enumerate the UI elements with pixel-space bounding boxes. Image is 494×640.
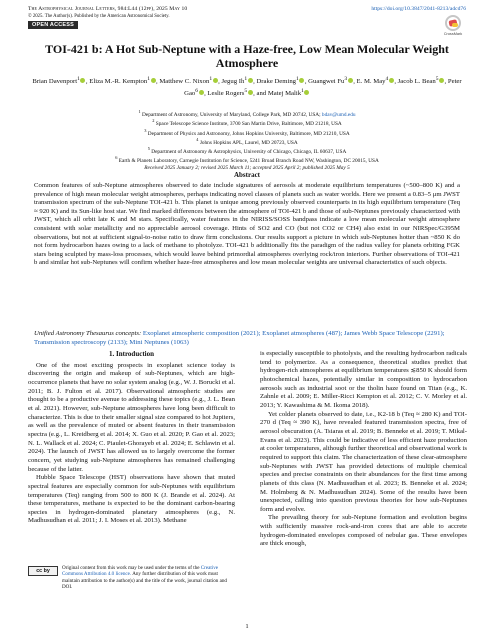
affiliation-line: $^5$ Department of Astronomy & Astrophysics, University of Chicago, Chicago, IL 60637, USA [147, 146, 347, 155]
author-name: Brian Davenport [32, 78, 78, 86]
author-name: Drake Deming [256, 78, 297, 86]
email-link[interactable]: bdav@umd.edu [321, 111, 356, 118]
paragraph: The prevailing theory for sub-Neptune formation and evolution begins with sufficiently massive rock-and-iron cores that are able to accrete hydrogen-dominated envelopes composed of nebular gas. These envelopes are thick enough, [260, 514, 467, 548]
affiliation-mark: 3 [344, 76, 348, 82]
author-name: Eliza M.-R. Kempton [89, 78, 148, 86]
affiliation-mark: 6 [195, 88, 199, 95]
author-name: Guangwei Fu [308, 78, 345, 86]
journal-citation: The Astrophysical Journal Letters, 984:L44 (12pp), 2025 May 10 [28, 6, 188, 12]
paper-title: TOI-421 b: A Hot Sub-Neptune with a Haze-free, Low Mean Molecular Weight Atmosphere [45, 42, 449, 70]
affiliation-mark: 5 [435, 76, 439, 82]
crossmark-icon [445, 15, 461, 31]
keyword-link[interactable]: Exoplanet atmospheres (487); [262, 330, 343, 337]
license-link[interactable]: Creative Commons Attribution 4.0 licence. [62, 565, 219, 578]
right-column [260, 350, 467, 549]
abstract-text: Common features of sub-Neptune atmospheres observed to date include signatures of aerosols at moderate equilibrium temperatures (~500–800 K) and a prevalence of high mean molecular weight atmospheres, perhaps indicating novel classes of planets such as water worlds. Here we present a 0.83–5 μm JWST transmission spectrum of the sub-Neptune TOI-421 b. This planet is unique among previously observed counterparts in its high equilibrium temperature (Teq ≈ 920 K) and its Sun-like host star. We find marked differences between the atmosphere of TOI-421 b and those of sub-Neptunes previously characterized with JWST, which all orbit late K and M stars. Specifically, water features in the NIRISS/SOSS bandpass indicate a low mean molecular weight atmosphere consistent with solar metallicity and no appreciable aerosol coverage. Hints of SO2 and CO (but not CO2 or CH4) also exist in our NIRSpec/G395M observations, but not at sufficient signal-to-noise ratio to draw firm conclusions. Our results support a picture in which sub-Neptunes hotter than ~850 K do not form hydrocarbon hazes owing to a lack of methane to photolyze. TOI-421 b additionally fits the paradigm of the radius valley for planets orbiting FGK stars being sculpted by mass-loss processes, which would leave behind primordial atmospheres overlying rock/iron interiors. Further observations of TOI-421 b and similar hot sub-Neptunes will confirm whether haze-free atmospheres and low mean molecular weights are universal characteristics of such objects. [34, 182, 460, 267]
affiliation-line: $^2$ Space Telescope Science Institute, 3700 San Martin Drive, Baltimore, MD 21218, USA [152, 118, 342, 128]
orcid-icon[interactable] [151, 78, 156, 83]
affiliation-mark: 5 [244, 88, 248, 95]
paragraph: One of the most exciting prospects in exoplanet science today is discovering the origin and makeup of sub-Neptunes, which are high-occurrence planets that have no solar system analog (e.g., W. J. Borucki et al. 2011; B. J. Fulton et al. 2017). Observational atmospheric studies are thought to be a productive avenue to addressing these topics (e.g., J. L. Bean et al. 2021). However, sub-Neptune atmospheres have long been difficult to characterize. This is due to their smaller signal size compared to hot Jupiters, as well as the prevalence of muted or absent features in their transmission spectra (e.g., L. Kreidberg et al. 2014; X. Guo et al. 2020; P. Gao et al. 2023; N. L. Wallack et al. 2024; C. Piaulet-Ghorayeb et al. 2024; E. Schlawin et al. 2024). The launch of JWST has allowed us to largely overcome the former concern, yet studying sub-Neptune atmospheres has remained challenging because of the latter. [28, 361, 235, 473]
orcid-icon[interactable] [248, 78, 253, 83]
paragraph: Yet colder planets observed to date, i.e., K2-18 b (Teq ≈ 280 K) and TOI-270 d (Teq ≈ 390 K), have revealed featured transmission spectra, free of aerosol obscuration (A. Tsiaras et al. 2019; B. Benneke et al. 2019; T. Mikal-Evans et al. 2023). This could be indicative of less efficient haze production at cooler temperatures, although further theoretical and observational work is required to support this claim. The characterization of these clear-atmosphere sub-Neptunes with JWST has provided detections of multiple chemical species and precise constraints on their abundances for the first time among planets of this class (N. Madhusudhan et al. 2023; B. Benneke et al. 2024; M. Holmberg & N. Madhusudhan 2024). Some of the results have been unexpected, calling into question previous theories for how sub-Neptunes form and evolve. [260, 410, 467, 513]
orcid-icon[interactable] [439, 78, 444, 83]
affiliation-line: $^3$ Department of Physics and Astronomy, Johns Hopkins University, Baltimore, MD 21210, USA [144, 127, 350, 137]
orcid-icon[interactable] [304, 90, 309, 95]
cc-by-icon[interactable]: cc by [28, 566, 58, 576]
left-column [28, 350, 235, 526]
affiliation-mark: 4 [385, 76, 389, 82]
author-name: Peter Gao [184, 78, 462, 98]
author-name: Matthew C. Nixon [159, 78, 210, 86]
orcid-icon[interactable] [248, 90, 253, 95]
license-text: Original content from this work may be used under the terms of the Creative Commons Attribution 4.0 licence. Any further distribution of this work must maintain attribution to the author(s) and the title of the work, journal citation and DOI. [62, 565, 227, 590]
orcid-icon[interactable] [199, 90, 204, 95]
affiliation-mark: 1 [296, 76, 299, 82]
page-number: 1 [245, 623, 249, 630]
crossmark-button[interactable] [442, 15, 464, 36]
abstract-heading: Abstract [233, 171, 261, 179]
keywords-label: Unified Astronomy Thesaurus concepts: [34, 330, 142, 337]
keyword-link[interactable]: Exoplanet atmospheric composition (2021); [142, 330, 261, 337]
affiliation-line: $^1$ Department of Astronomy, University of Maryland, College Park, MD 20742, USA; bdav@umd.edu [138, 109, 356, 118]
affiliation-line: $^6$ Earth & Planets Laboratory, Carnegie Institution for Science, 5241 Broad Branch Road NW, Washington, DC 20015, USA [115, 155, 379, 165]
author-name: and Matej Malik [256, 90, 302, 98]
keyword-link[interactable]: Mini Neptunes (1063) [129, 338, 189, 346]
doi-link[interactable]: https://doi.org/10.3847/2041-8213/adcd76 [371, 6, 466, 12]
affiliation-mark: 1 [301, 88, 304, 95]
orcid-icon[interactable] [80, 78, 85, 83]
affiliation-mark: 1 [244, 76, 248, 82]
affiliation-mark: 1 [147, 76, 151, 82]
affiliations [30, 109, 464, 171]
affiliation-mark: 1 [209, 76, 213, 82]
journal-header [28, 6, 466, 20]
orcid-icon[interactable] [299, 78, 304, 83]
license-notice [28, 565, 235, 590]
affiliation-mark: 1 [77, 76, 80, 82]
author-name: Jegug Ih [221, 78, 245, 86]
author-name: Leslie Rogers [207, 90, 245, 98]
paragraph: is especially susceptible to photolysis, and the resulting hydrocarbon radicals tend to polymerize. As a consequence, theoretical studies predict that hydrogen-rich atmospheres at equilibrium temperatures ≲850 K should form photochemical hazes, potentially similar in composition to hydrocarbon aerosols such as industrial soot or the tholin haze found on Titan (e.g., K. Zahnle et al. 2009; E. Miller-Ricci Kempton et al. 2012; C. V. Morley et al. 2013; Y. Kawashima & M. Ikoma 2018). [260, 350, 467, 409]
publication-dates: Received 2025 January 2; revised 2025 March 11; accepted 2025 April 2; published 2025 May 5 [144, 164, 350, 171]
copyright-notice: © 2025. The Author(s). Published by the American Astronomical Society. [28, 14, 170, 20]
author-list: Brian Davenport$^1$ , Eliza M.-R. Kempton$^1$ , Matthew C. Nixon$^1$ , Jegug Ih$^1$ , Drake Deming$^1$ , Guangwei Fu$^3$ , E. M. May$^4$ , Jacob L. Bean$^5$ , Peter Gao$^6$ , Leslie Rogers$^5$ , and Matej Malik$^1$ [32, 76, 462, 98]
orcid-icon[interactable] [348, 78, 353, 83]
author-name: Jacob L. Bean [397, 78, 436, 86]
keyword-link[interactable]: James Webb Space Telescope (2291); [344, 330, 445, 337]
orcid-icon[interactable] [389, 78, 394, 83]
keyword-link[interactable]: Transmission spectroscopy (2133); [34, 338, 128, 346]
affiliation-line: $^4$ Johns Hopkins APL, Laurel, MD 20723, USA [196, 136, 298, 146]
author-name: E. M. May [356, 78, 386, 86]
paragraph: Hubble Space Telescope (HST) observations have shown that muted spectral features are especially common for sub-Neptunes with equilibrium temperatures (Teq) ranging from 500 to 800 K (J. Brande et al. 2024). At these temperatures, methane is expected to be the dominant carbon-bearing species in hydrogen-dominated planetary atmospheres (e.g., N. Madhusudhan et al. 2011; J. I. Moses et al. 2013). Methane [28, 474, 235, 525]
crossmark-label: CrossMark [443, 32, 463, 36]
section-heading: 1. Introduction [109, 350, 154, 358]
keywords [34, 330, 460, 347]
open-access-badge: OPEN ACCESS [28, 21, 78, 29]
orcid-icon[interactable] [213, 78, 218, 83]
